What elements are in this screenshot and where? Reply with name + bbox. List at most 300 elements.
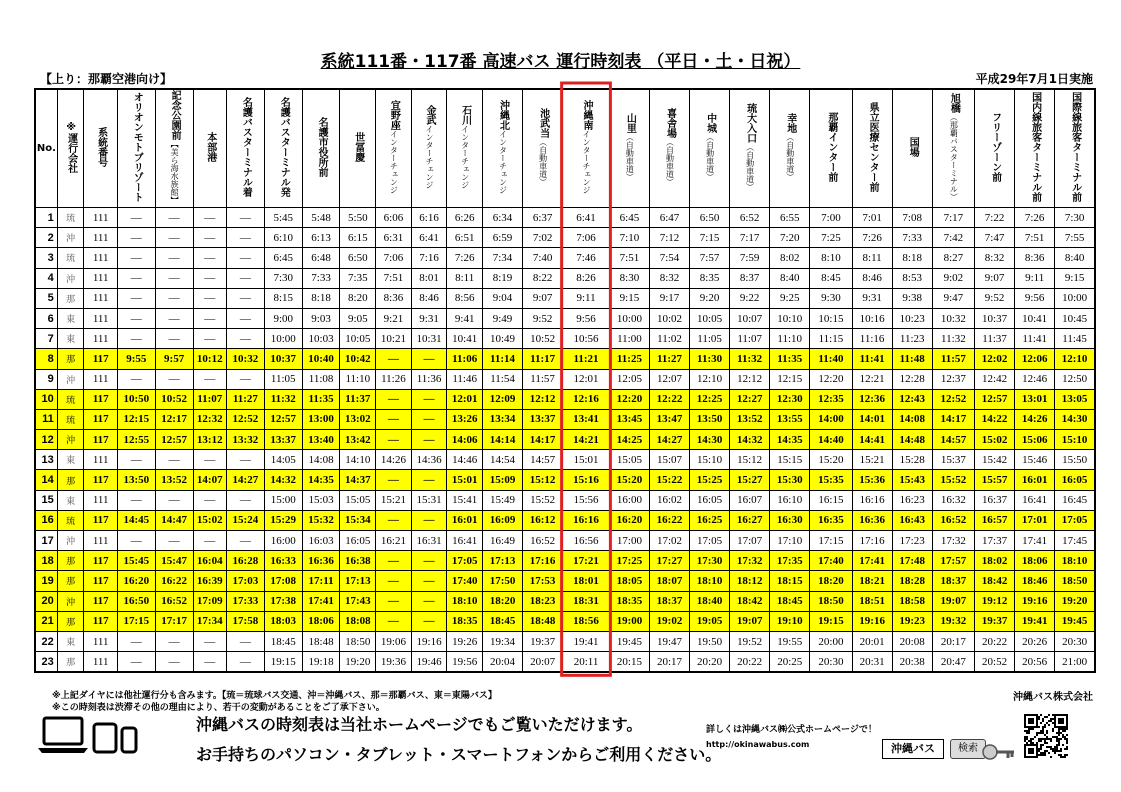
route-cell: 117	[84, 510, 117, 530]
time-cell: 14:06	[447, 430, 483, 450]
route-cell: 117	[84, 551, 117, 571]
time-cell: 12:02	[975, 349, 1015, 369]
time-cell: 9:05	[340, 308, 376, 328]
time-cell: 8:18	[892, 248, 932, 268]
time-cell: 8:10	[810, 248, 852, 268]
column-header-text: 宜野座	[388, 100, 400, 130]
time-cell: 9:56	[1015, 288, 1055, 308]
time-cell: —	[226, 531, 264, 551]
column-header	[340, 89, 376, 208]
column-header	[1055, 89, 1095, 208]
table-row	[35, 571, 1095, 591]
time-cell: 6:41	[411, 228, 447, 248]
time-cell: 18:48	[523, 611, 563, 631]
route-cell: 117	[84, 470, 117, 490]
time-cell: 15:22	[649, 470, 689, 490]
time-cell: 14:14	[482, 430, 522, 450]
operator-cell: 那	[57, 349, 84, 369]
time-cell: 20:52	[975, 652, 1015, 673]
time-cell: 15:50	[1055, 450, 1095, 470]
time-cell: 9:31	[411, 308, 447, 328]
time-cell: 13:50	[117, 470, 155, 490]
time-cell: 18:35	[447, 611, 483, 631]
time-cell: 12:01	[563, 369, 610, 389]
time-cell: —	[193, 308, 226, 328]
time-cell: 20:30	[1055, 631, 1095, 651]
time-cell: 6:15	[340, 228, 376, 248]
time-cell: 17:32	[932, 531, 974, 551]
time-cell: 15:24	[226, 510, 264, 530]
column-header-text: 那覇インター前	[825, 112, 837, 182]
time-cell: 8:18	[302, 288, 340, 308]
time-cell: 7:06	[376, 248, 412, 268]
time-cell: 7:08	[892, 208, 932, 228]
time-cell: 13:52	[155, 470, 193, 490]
time-cell: 20:38	[892, 652, 932, 673]
time-cell: 10:41	[447, 329, 483, 349]
time-cell: 14:21	[563, 430, 610, 450]
time-cell: —	[226, 248, 264, 268]
time-cell: 14:35	[770, 430, 810, 450]
column-header-label	[498, 100, 508, 194]
time-cell: 17:45	[1055, 531, 1095, 551]
time-cell: 16:05	[340, 531, 376, 551]
time-cell: 19:16	[1015, 591, 1055, 611]
column-header	[730, 89, 770, 208]
row-number: 2	[35, 228, 57, 248]
time-cell: 11:10	[770, 329, 810, 349]
time-cell: 11:14	[482, 349, 522, 369]
time-cell: 18:03	[264, 611, 302, 631]
route-cell: 111	[84, 228, 117, 248]
time-cell: 11:08	[302, 369, 340, 389]
column-header-label	[581, 100, 591, 194]
time-cell: —	[376, 349, 412, 369]
time-cell: 18:50	[810, 591, 852, 611]
time-cell: 18:58	[892, 591, 932, 611]
time-cell: 10:23	[892, 308, 932, 328]
column-header-text: 系統番号	[95, 127, 107, 167]
time-cell: 13:37	[264, 430, 302, 450]
time-cell: 18:07	[649, 571, 689, 591]
time-cell: 11:07	[730, 329, 770, 349]
time-cell: 15:36	[852, 470, 892, 490]
time-cell: —	[226, 208, 264, 228]
table-row	[35, 611, 1095, 631]
time-cell: 16:02	[649, 490, 689, 510]
time-cell: 17:11	[302, 571, 340, 591]
time-cell: —	[117, 369, 155, 389]
search-button[interactable]: 検索	[950, 739, 986, 759]
time-cell: 12:28	[892, 369, 932, 389]
time-cell: 12:06	[1015, 349, 1055, 369]
time-cell: 15:46	[1015, 450, 1055, 470]
time-cell: 16:00	[264, 531, 302, 551]
time-cell: —	[117, 490, 155, 510]
time-cell: 17:30	[690, 551, 730, 571]
table-row	[35, 369, 1095, 389]
column-header-text: 国際線旅客ターミナル前	[1069, 92, 1081, 202]
time-cell: 18:15	[770, 571, 810, 591]
route-cell: 117	[84, 611, 117, 631]
column-header-label	[624, 113, 634, 181]
time-cell: 16:57	[975, 510, 1015, 530]
column-header-label	[990, 112, 1000, 182]
row-number: 3	[35, 248, 57, 268]
time-cell: 20:25	[770, 652, 810, 673]
time-cell: 19:15	[264, 652, 302, 673]
column-header	[411, 89, 447, 208]
time-cell: 7:33	[892, 228, 932, 248]
column-header-label	[169, 90, 179, 204]
time-cell: 14:08	[892, 409, 932, 429]
time-cell: 16:50	[117, 591, 155, 611]
qr-code-icon	[1024, 714, 1068, 762]
time-cell: 15:09	[482, 470, 522, 490]
time-cell: 16:28	[226, 551, 264, 571]
time-cell: 11:30	[690, 349, 730, 369]
time-cell: 8:15	[264, 288, 302, 308]
time-cell: 18:35	[609, 591, 649, 611]
time-cell: 8:32	[649, 268, 689, 288]
time-cell: 14:57	[523, 450, 563, 470]
time-cell: 20:08	[892, 631, 932, 651]
time-cell: 16:33	[264, 551, 302, 571]
time-cell: 8:46	[411, 288, 447, 308]
time-cell: 9:11	[563, 288, 610, 308]
cursor-icon	[980, 742, 1016, 766]
time-cell: 9:03	[302, 308, 340, 328]
row-number: 17	[35, 531, 57, 551]
time-cell: 7:35	[340, 268, 376, 288]
time-cell: 19:56	[447, 652, 483, 673]
table-row	[35, 208, 1095, 228]
time-cell: 19:15	[810, 611, 852, 631]
time-cell: 13:26	[447, 409, 483, 429]
time-cell: 18:45	[770, 591, 810, 611]
time-cell: 7:40	[523, 248, 563, 268]
time-cell: 10:02	[649, 308, 689, 328]
time-cell: 17:21	[563, 551, 610, 571]
time-cell: 9:17	[649, 288, 689, 308]
time-cell: 16:56	[563, 531, 610, 551]
table-row	[35, 490, 1095, 510]
column-header-sub: （自動車道）	[665, 138, 675, 186]
column-header	[563, 89, 610, 208]
column-header	[376, 89, 412, 208]
column-header	[117, 89, 155, 208]
time-cell: 15:05	[609, 450, 649, 470]
row-number: 10	[35, 389, 57, 409]
time-cell: 19:05	[690, 611, 730, 631]
column-header	[770, 89, 810, 208]
time-cell: 15:06	[1015, 430, 1055, 450]
column-header-sub: インターチェンジ	[389, 130, 399, 194]
time-cell: —	[117, 208, 155, 228]
column-header-label	[1070, 92, 1080, 202]
time-cell: 20:30	[810, 652, 852, 673]
operator-cell: 那	[57, 652, 84, 673]
time-cell: —	[193, 631, 226, 651]
time-cell: 17:33	[226, 591, 264, 611]
search-keyword-box[interactable]: 沖縄バス	[882, 739, 944, 759]
time-cell: 15:43	[892, 470, 932, 490]
time-cell: 12:27	[730, 389, 770, 409]
row-number: 8	[35, 349, 57, 369]
website-link[interactable]: http://okinawabus.com	[706, 740, 810, 749]
time-cell: 7:51	[1015, 228, 1055, 248]
time-cell: 13:05	[1055, 389, 1095, 409]
time-cell: —	[155, 652, 193, 673]
time-cell: 18:40	[690, 591, 730, 611]
time-cell: 9:52	[975, 288, 1015, 308]
time-cell: 9:07	[523, 288, 563, 308]
row-number: 16	[35, 510, 57, 530]
time-cell: —	[155, 228, 193, 248]
time-cell: 12:07	[649, 369, 689, 389]
time-cell: —	[376, 571, 412, 591]
column-header-label	[96, 127, 106, 167]
row-number: 13	[35, 450, 57, 470]
time-cell: 10:37	[975, 308, 1015, 328]
time-cell: 11:57	[523, 369, 563, 389]
time-cell: 18:50	[1055, 571, 1095, 591]
column-header-sub: （自動車道）	[745, 143, 755, 191]
time-cell: 9:21	[376, 308, 412, 328]
time-cell: 9:57	[155, 349, 193, 369]
time-cell: —	[411, 409, 447, 429]
time-cell: 20:17	[932, 631, 974, 651]
time-cell: 14:00	[810, 409, 852, 429]
table-row	[35, 470, 1095, 490]
column-header	[193, 89, 226, 208]
time-cell: 19:45	[609, 631, 649, 651]
time-cell: —	[155, 329, 193, 349]
time-cell: 8:37	[730, 268, 770, 288]
time-cell: 21:00	[1055, 652, 1095, 673]
time-cell: 12:17	[155, 409, 193, 429]
time-cell: 9:04	[482, 288, 522, 308]
column-header-label	[826, 112, 836, 182]
time-cell: 12:35	[810, 389, 852, 409]
time-cell: 9:00	[264, 308, 302, 328]
time-cell: 17:41	[302, 591, 340, 611]
route-cell: 117	[84, 349, 117, 369]
column-header-text: 世冨慶	[352, 132, 364, 162]
time-cell: 7:10	[609, 228, 649, 248]
time-cell: 14:54	[482, 450, 522, 470]
time-cell: 17:09	[193, 591, 226, 611]
time-cell: 17:40	[447, 571, 483, 591]
time-cell: 12:10	[690, 369, 730, 389]
time-cell: 12:25	[690, 389, 730, 409]
time-cell: —	[155, 248, 193, 268]
row-number: 6	[35, 308, 57, 328]
time-cell: 14:17	[523, 430, 563, 450]
time-cell: 11:27	[649, 349, 689, 369]
time-cell: 11:41	[852, 349, 892, 369]
time-cell: 16:16	[852, 490, 892, 510]
time-cell: 8:11	[447, 268, 483, 288]
time-cell: 9:11	[1015, 268, 1055, 288]
route-cell: 111	[84, 531, 117, 551]
time-cell: 18:46	[1015, 571, 1055, 591]
time-cell: 9:30	[810, 288, 852, 308]
table-row	[35, 551, 1095, 571]
time-cell: —	[117, 268, 155, 288]
time-cell: 6:48	[302, 248, 340, 268]
column-header-sub: インターチェンジ	[425, 125, 435, 189]
time-cell: 19:50	[690, 631, 730, 651]
time-cell: 14:07	[193, 470, 226, 490]
operator-cell: 那	[57, 288, 84, 308]
time-cell: —	[226, 308, 264, 328]
time-cell: —	[193, 208, 226, 228]
operator-cell: 那	[57, 611, 84, 631]
time-cell: —	[226, 228, 264, 248]
time-cell: 14:36	[411, 450, 447, 470]
column-header-text: フリーゾーン前	[989, 112, 1001, 182]
time-cell: —	[411, 551, 447, 571]
column-header-text: オリオンモトブリゾート	[131, 92, 143, 202]
route-cell: 111	[84, 288, 117, 308]
time-cell: 20:31	[852, 652, 892, 673]
time-cell: 16:03	[302, 531, 340, 551]
time-cell: 10:12	[193, 349, 226, 369]
time-cell: 17:15	[810, 531, 852, 551]
time-cell: 8:19	[482, 268, 522, 288]
time-cell: 15:45	[117, 551, 155, 571]
row-number: 23	[35, 652, 57, 673]
time-cell: —	[117, 531, 155, 551]
time-cell: 16:16	[563, 510, 610, 530]
column-header-text: 幸地	[784, 113, 796, 133]
time-cell: 6:55	[770, 208, 810, 228]
time-cell: 7:26	[1015, 208, 1055, 228]
operator-cell: 東	[57, 308, 84, 328]
time-cell: 16:20	[117, 571, 155, 591]
time-cell: 17:23	[892, 531, 932, 551]
time-cell: 12:57	[155, 430, 193, 450]
time-cell: 13:47	[649, 409, 689, 429]
time-cell: 6:52	[730, 208, 770, 228]
time-cell: 12:43	[892, 389, 932, 409]
time-cell: 9:55	[117, 349, 155, 369]
time-cell: 7:26	[447, 248, 483, 268]
time-cell: —	[376, 611, 412, 631]
time-cell: 9:25	[770, 288, 810, 308]
time-cell: —	[411, 470, 447, 490]
time-cell: 8:53	[892, 268, 932, 288]
time-cell: 15:15	[770, 450, 810, 470]
time-cell: 16:52	[523, 531, 563, 551]
time-cell: 6:50	[340, 248, 376, 268]
time-cell: 8:20	[340, 288, 376, 308]
time-cell: 6:31	[376, 228, 412, 248]
time-cell: 11:35	[302, 389, 340, 409]
time-cell: 11:21	[563, 349, 610, 369]
column-header-label	[1030, 92, 1040, 202]
time-cell: 16:15	[810, 490, 852, 510]
time-cell: 12:22	[649, 389, 689, 409]
table-row	[35, 409, 1095, 429]
time-cell: 7:01	[852, 208, 892, 228]
time-cell: 16:04	[193, 551, 226, 571]
time-cell: 7:17	[730, 228, 770, 248]
time-cell: 7:30	[1055, 208, 1095, 228]
route-cell: 117	[84, 571, 117, 591]
time-cell: 12:20	[810, 369, 852, 389]
time-cell: 17:50	[482, 571, 522, 591]
time-cell: 12:36	[852, 389, 892, 409]
time-cell: 8:22	[523, 268, 563, 288]
column-header-text: 記念公園前	[169, 90, 181, 140]
time-cell: 13:02	[340, 409, 376, 429]
time-cell: 16:41	[1015, 490, 1055, 510]
table-row	[35, 329, 1095, 349]
time-cell: 16:05	[1055, 470, 1095, 490]
time-cell: 15:02	[193, 510, 226, 530]
time-cell: 16:49	[482, 531, 522, 551]
route-cell: 111	[84, 248, 117, 268]
time-cell: 7:17	[932, 208, 974, 228]
time-cell: 19:41	[1015, 611, 1055, 631]
time-cell: 18:02	[975, 551, 1015, 571]
route-cell: 111	[84, 329, 117, 349]
time-cell: 15:07	[649, 450, 689, 470]
time-cell: 11:54	[482, 369, 522, 389]
time-cell: 14:37	[340, 470, 376, 490]
column-header-sub: インターチェンジ	[460, 125, 470, 189]
column-header	[975, 89, 1015, 208]
column-header	[810, 89, 852, 208]
time-cell: 9:41	[447, 308, 483, 328]
row-number: 19	[35, 571, 57, 591]
time-cell: 7:51	[609, 248, 649, 268]
time-cell: 10:42	[340, 349, 376, 369]
time-cell: 6:16	[411, 208, 447, 228]
time-cell: 11:36	[411, 369, 447, 389]
column-header-label	[205, 132, 215, 162]
time-cell: 6:06	[376, 208, 412, 228]
time-cell: 17:53	[523, 571, 563, 591]
table-row	[35, 308, 1095, 328]
time-cell: 8:36	[376, 288, 412, 308]
column-header	[302, 89, 340, 208]
time-cell: —	[411, 349, 447, 369]
time-cell: —	[411, 571, 447, 591]
time-cell: 19:16	[411, 631, 447, 651]
time-cell: 15:56	[563, 490, 610, 510]
time-cell: 17:15	[117, 611, 155, 631]
time-cell: 17:16	[852, 531, 892, 551]
time-cell: 16:22	[155, 571, 193, 591]
time-cell: 12:10	[1055, 349, 1095, 369]
operator-cell: 琉	[57, 409, 84, 429]
time-cell: 7:33	[302, 268, 340, 288]
time-cell: 10:31	[411, 329, 447, 349]
time-cell: 19:10	[770, 611, 810, 631]
time-cell: 16:09	[482, 510, 522, 530]
time-cell: 17:41	[1015, 531, 1055, 551]
time-cell: 18:23	[523, 591, 563, 611]
time-cell: 20:26	[1015, 631, 1055, 651]
time-cell: 17:25	[609, 551, 649, 571]
column-header-text: 名護市役所前	[316, 117, 328, 177]
time-cell: —	[155, 288, 193, 308]
time-cell: —	[193, 228, 226, 248]
time-cell: 9:52	[523, 308, 563, 328]
